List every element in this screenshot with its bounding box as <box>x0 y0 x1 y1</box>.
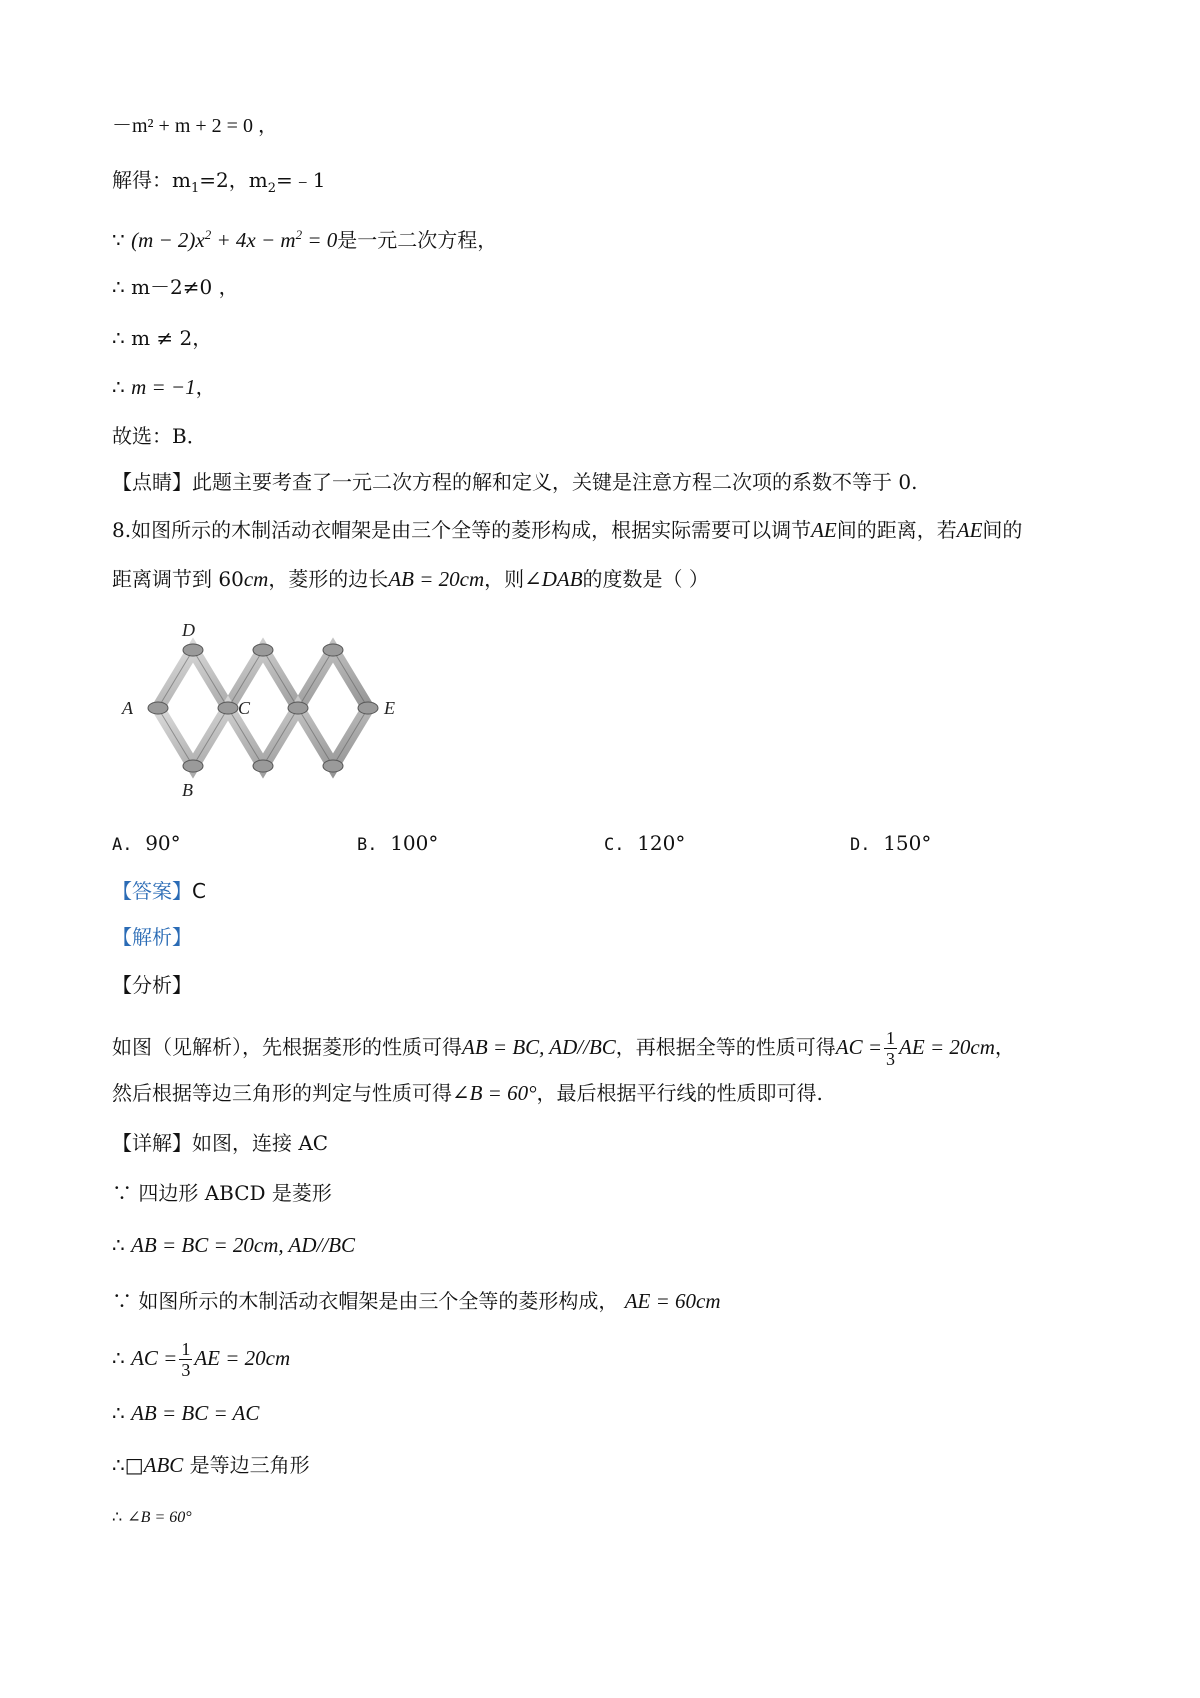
equation-line <box>112 110 278 141</box>
detail-therefore-5: ∴ <box>112 1346 132 1370</box>
question-text-2g: 的度数是（ ） <box>582 567 709 591</box>
option-a-letter: A. <box>112 835 133 855</box>
detail-math-6: AB = BC = AC <box>131 1401 260 1425</box>
fenxi-math-1d: AC = <box>835 1035 883 1059</box>
question-line-2 <box>112 564 709 594</box>
detail-text-7: 是等边三角形 <box>189 1453 310 1477</box>
fenxi-para-2 <box>112 1078 823 1108</box>
detail-line-7 <box>112 1450 310 1480</box>
fenxi-math-2b: ∠B = 60° <box>452 1081 537 1105</box>
detail-therefore-6: ∴ <box>112 1401 132 1425</box>
detail-therefore-7: ∴□ <box>112 1453 144 1477</box>
label-e: E <box>384 698 395 718</box>
fenxi-text-1c: ，再根据全等的性质可得 <box>615 1035 836 1059</box>
option-d-letter: D. <box>850 835 871 855</box>
fenxi-fraction <box>884 1028 897 1069</box>
therefore-text-2: ∴ m ≠ 2， <box>112 326 213 350</box>
detail-line-1 <box>112 1128 328 1158</box>
detail-text-2: ∵ 四边形 ABCD 是菱形 <box>112 1181 332 1205</box>
solution-text-b: =2，m <box>199 168 268 192</box>
comma: ， <box>195 375 216 399</box>
option-b-value: 100° <box>390 831 439 855</box>
detail-frac-num: 1 <box>181 1339 191 1359</box>
therefore-line-2 <box>112 323 212 353</box>
fenxi-text-1a: 如图（见解析），先根据菱形的性质可得 <box>112 1035 462 1059</box>
detail-math-3: AB = BC = 20cm, AD//BC <box>131 1233 356 1257</box>
fenxi-math-1e: AE = 20cm <box>899 1035 995 1059</box>
rack-bars <box>158 650 368 766</box>
detail-math-7: ABC <box>143 1453 184 1477</box>
solution-text-a: 解得：m <box>112 168 191 192</box>
therefore-line-1 <box>112 272 239 302</box>
option-d <box>850 828 931 860</box>
question-text-1c: 间的距离，若 <box>836 518 957 542</box>
detail-line-4 <box>112 1286 721 1316</box>
fenxi-frac-den: 3 <box>886 1049 896 1069</box>
option-c-value: 120° <box>637 831 686 855</box>
fenxi-text-2a: 然后根据等边三角形的判定与性质可得 <box>112 1081 452 1105</box>
fenxi-frac-num: 1 <box>886 1028 896 1048</box>
coat-rack-diagram <box>118 620 438 800</box>
comment-text: 【点睛】此题主要考查了一元二次方程的解和定义，关键是注意方程二次项的系数不等于 0. <box>112 470 918 494</box>
question-text-2e: ，则 <box>484 567 525 591</box>
fenxi-tag: 【分析】 <box>112 973 192 997</box>
question-line-1 <box>112 515 1022 545</box>
equation-text: －m² + m + 2 = 0 ， <box>112 115 278 137</box>
label-c: C <box>238 698 251 718</box>
detail-therefore-3: ∴ <box>112 1233 132 1257</box>
detail-frac-den: 3 <box>181 1360 191 1380</box>
analysis-line <box>112 922 192 952</box>
comment-line <box>112 467 917 497</box>
option-c-letter: C. <box>604 835 625 855</box>
answer-line <box>112 876 206 906</box>
answer-value: C <box>192 879 206 903</box>
option-b-letter: B. <box>357 835 378 855</box>
detail-therefore-8: ∴ <box>112 1507 128 1526</box>
detail-line-5 <box>112 1339 290 1380</box>
m-value: m = −1 <box>131 375 196 399</box>
option-a-value: 90° <box>145 831 181 855</box>
therefore-symbol: ∴ <box>112 375 132 399</box>
option-b <box>357 828 438 860</box>
detail-line-3 <box>112 1230 355 1260</box>
detail-fraction <box>179 1339 192 1380</box>
option-a <box>112 828 181 860</box>
option-c <box>604 828 685 860</box>
question-unit: cm <box>243 567 269 591</box>
detail-line-8 <box>112 1502 192 1533</box>
detail-math-5c: AE = 20cm <box>194 1346 291 1370</box>
question-ab: AB = 20cm <box>388 567 485 591</box>
coat-rack-figure <box>118 620 438 804</box>
fenxi-line <box>112 970 192 1000</box>
detail-line-6 <box>112 1398 259 1428</box>
label-b: B <box>182 780 193 800</box>
question-text-2a: 距离调节到 60 <box>112 567 244 591</box>
question-text-1e: 间的 <box>982 518 1023 542</box>
fenxi-comma: ， <box>994 1035 1015 1059</box>
fenxi-text-2c: ，最后根据平行线的性质即可得. <box>536 1081 823 1105</box>
because-text: 是一元二次方程， <box>337 228 498 252</box>
fenxi-math-1b: AB = BC, AD//BC <box>462 1035 616 1059</box>
therefore-text-1: ∴ m－2≠0 ， <box>112 275 239 299</box>
detail-line-2 <box>112 1178 332 1208</box>
answer-tag: 【答案】 <box>112 879 192 903</box>
fenxi-para-1 <box>112 1028 1015 1069</box>
because-symbol: ∵ <box>112 228 125 252</box>
analysis-tag: 【解析】 <box>112 925 192 949</box>
detail-math-5a: AC = <box>131 1346 178 1370</box>
detail-math-8: ∠B = 60° <box>127 1509 192 1526</box>
label-d: D <box>182 620 195 640</box>
question-angle: ∠DAB <box>524 567 583 591</box>
solution-text-c: =﹣1 <box>275 168 326 192</box>
solution-line: 解得：$m_1=2$，$m_2=﹣1$ <box>112 168 326 196</box>
choice-text: 故选：B． <box>112 424 207 448</box>
question-ae-1: AE <box>811 518 837 542</box>
label-a: A <box>122 698 133 718</box>
quadratic-expression: $(m - 2)x^2 + 4x - m^2 = 0$ <box>131 227 338 252</box>
choice-line <box>112 421 207 451</box>
detail-text-4: ∵ 如图所示的木制活动衣帽架是由三个全等的菱形构成， <box>112 1289 619 1313</box>
therefore-line-3 <box>112 372 216 402</box>
detail-math-4: AE = 60cm <box>624 1289 721 1313</box>
detail-text-1: 【详解】如图，连接 AC <box>112 1131 329 1155</box>
question-text-1a: 8.如图所示的木制活动衣帽架是由三个全等的菱形构成，根据实际需要可以调节 <box>112 518 812 542</box>
because-line <box>112 220 497 255</box>
question-ae-2: AE <box>956 518 983 542</box>
option-d-value: 150° <box>883 831 932 855</box>
question-text-2c: ，菱形的边长 <box>268 567 389 591</box>
